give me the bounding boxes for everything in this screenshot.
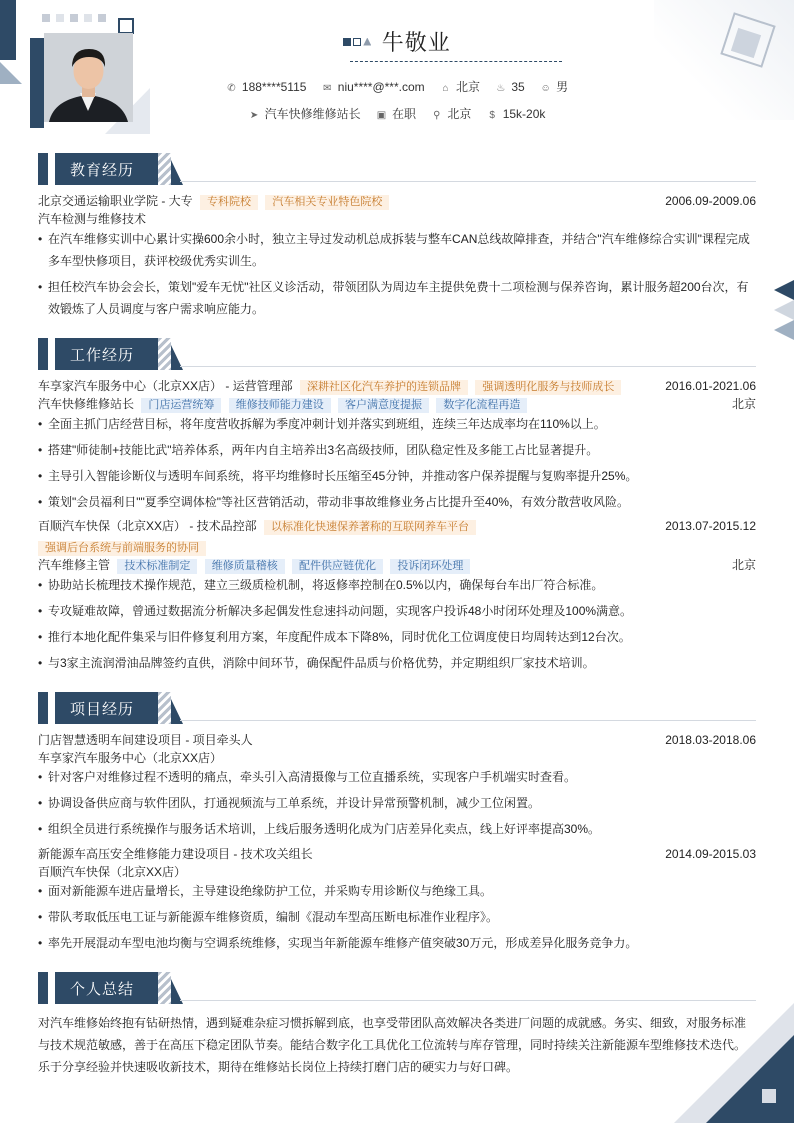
summary-text: 对汽车维修始终抱有钻研热情，遇到疑难杂症习惯拆解到底，也享受带团队高效解决各类进厂问题的成就感。务实、细致，对服务标准 与技术规范敏感，善于在高压下稳定团队节奏。能结合数字化工具优化工位流转与库存管理，同时持续关注新能源车型维修技术迭代。 乐于分享经验并快速吸收新技术，期待在维修站长岗位上持续打磨门店的硬实力与好口碑。 — [38, 1016, 747, 1074]
section-header-education — [38, 153, 756, 185]
work-location: 北京 — [731, 397, 756, 411]
work-company-tag-row — [38, 539, 756, 556]
skill-tag: 维修质量稽核 — [205, 559, 285, 574]
work-bullet: • 专攻疑难故障，曾通过数据流分析解决多起偶发性怠速抖动问题，实现客户投诉48小时闭环处理及100%满意。 — [38, 600, 756, 622]
city-info — [440, 78, 480, 95]
phone-info — [226, 80, 307, 94]
project-bullet: • 组织全员进行系统操作与服务话术培训，上线后服务透明化成为门店差异化卖点，线上好评率提高30%。 — [38, 818, 756, 840]
briefcase-icon: ▣ — [376, 110, 387, 121]
decor-square — [42, 14, 50, 22]
phone-text: 188****5115 — [241, 80, 307, 94]
project-date: 2018.03-2018.06 — [665, 733, 756, 747]
candidate-name: 牛敬业 — [381, 30, 451, 55]
company-tag: 强调后台系统与前端服务的协同 — [38, 541, 206, 556]
work-bullet: • 全面主抓门店经营目标，将年度营收拆解为季度冲刺计划并落实到班组，连续三年达成率均在110%以上。 — [38, 413, 756, 435]
name-decoration — [343, 33, 373, 51]
company-tag: 深耕社区化汽车养护的连锁品牌 — [300, 380, 468, 395]
skill-tag: 客户满意度提振 — [338, 398, 429, 413]
email-text: niu****@***.com — [337, 80, 425, 94]
work-location: 北京 — [731, 558, 756, 572]
skill-tag: 技术标准制定 — [117, 559, 197, 574]
project-bullet: • 协调设备供应商与软件团队，打通视频流与工单系统，并设计异常预警机制，减少工位闲置。 — [38, 792, 756, 814]
project-row — [38, 732, 756, 748]
school-tag: 专科院校 — [200, 195, 258, 210]
gender-info — [540, 78, 568, 95]
age-text: 35 — [511, 80, 525, 94]
section-header-summary — [38, 972, 756, 1004]
mail-icon: ✉ — [323, 83, 332, 94]
work-bullet: • 主导引入智能诊断仪与透明车间系统，将平均维修时长压缩至45分钟，并推动客户保养提醒与复购率提升25%。 — [38, 465, 756, 487]
side-triangle — [774, 320, 794, 340]
side-triangle — [774, 300, 794, 320]
money-icon: $ — [489, 110, 495, 121]
education-bullet: • 在汽车维修实训中心累计实操600余小时，独立主导过发动机总成拆装与整车CAN总线故障排查，并结合"汽车维修综合实训"课程完成 多车型快修项目，获评校级优秀实训生。 — [38, 228, 756, 272]
job-title: 汽车快修维修站长 — [38, 397, 135, 411]
project-name: 新能源车高压安全维修能力建设项目 - 技术攻关组长 — [38, 847, 313, 861]
skill-tag: 数字化流程再造 — [436, 398, 527, 413]
location-icon: ⚲ — [433, 110, 441, 121]
work-title-row — [38, 396, 756, 413]
school-tag: 汽车相关专业特色院校 — [265, 195, 389, 210]
decor-square — [56, 14, 64, 22]
name-row — [0, 26, 794, 57]
contact-row — [0, 78, 794, 95]
salary-info — [487, 107, 546, 121]
section-title: 项目经历 — [70, 701, 135, 718]
project-row — [38, 846, 756, 862]
job-info — [249, 105, 361, 122]
work-title-row — [38, 557, 756, 574]
send-icon: ➤ — [249, 110, 259, 121]
decor-square — [762, 1089, 776, 1103]
education-bullet: • 担任校汽车协会会长，策划"爱车无忧"社区义诊活动，带领团队为周边车主提供免费十二项检测与保养咨询，累计服务超200台次，有 效锻炼了人员调度与客户需求响应能力。 — [38, 276, 756, 320]
target-city-info — [431, 105, 471, 122]
job-intent-row — [0, 105, 794, 122]
status-info — [376, 105, 416, 122]
job-title: 汽车维修主管 — [38, 558, 111, 572]
decor-square — [98, 14, 106, 22]
skill-tag: 投诉闭环处理 — [390, 559, 470, 574]
project-org: 百顺汽车快保（北京XX店） — [38, 865, 187, 879]
skill-tag: 维修技师能力建设 — [229, 398, 331, 413]
salary-text: 15k-20k — [502, 107, 546, 121]
gender-text: 男 — [556, 80, 569, 94]
education-row — [38, 193, 756, 210]
project-org: 车享家汽车服务中心（北京XX店） — [38, 751, 223, 765]
project-bullet: • 带队考取低压电工证与新能源车维修资质，编制《混动车型高压断电标准作业程序》。 — [38, 906, 756, 928]
name-underline — [350, 61, 562, 62]
major-name: 汽车检测与维修技术 — [38, 212, 147, 226]
section-header-projects — [38, 692, 756, 724]
project-bullet: • 针对客户对维修过程不透明的痛点，牵头引入高清摄像与工位直播系统，实现客户手机端实时查看。 — [38, 766, 756, 788]
major-row — [38, 211, 756, 227]
skill-tag: 配件供应链优化 — [292, 559, 383, 574]
smile-icon: ☺ — [540, 83, 551, 94]
work-bullet: • 协助站长梳理技术操作规范，建立三级质检机制，将返修率控制在0.5%以内，确保每台车出厂符合标准。 — [38, 574, 756, 596]
company-tag: 强调透明化服务与技师成长 — [475, 380, 621, 395]
project-date: 2014.09-2015.03 — [665, 847, 756, 861]
school-name: 北京交通运输职业学院 - 大专 — [38, 194, 193, 208]
section-header-work — [38, 338, 756, 370]
work-date: 2016.01-2021.06 — [665, 379, 756, 393]
work-company-row — [38, 518, 756, 535]
phone-icon: ✆ — [227, 83, 236, 94]
skill-tag: 门店运营统筹 — [141, 398, 221, 413]
decor-square — [84, 14, 92, 22]
email-info — [322, 80, 425, 94]
project-name: 门店智慧透明车间建设项目 - 项目牵头人 — [38, 733, 253, 747]
education-date: 2006.09-2009.06 — [665, 194, 756, 208]
section-title: 个人总结 — [70, 981, 135, 998]
work-bullet: • 策划"会员福利日""夏季空调体检"等社区营销活动，带动非事故维修业务占比提升至40%，有效分散营收风险。 — [38, 491, 756, 513]
decor-square — [70, 14, 78, 22]
job-text: 汽车快修维修站长 — [264, 107, 361, 121]
company-name: 百顺汽车快保（北京XX店） - 技术品控部 — [38, 519, 257, 533]
project-bullet: • 率先开展混动车型电池均衡与空调系统维修，实现当年新能源车维修产值突破30万元，形成差异化服务竞争力。 — [38, 932, 756, 954]
company-name: 车享家汽车服务中心（北京XX店） - 运营管理部 — [38, 379, 293, 393]
work-date: 2013.07-2015.12 — [665, 519, 756, 533]
project-org-row — [38, 864, 756, 880]
work-company-row — [38, 378, 756, 395]
project-org-row — [38, 750, 756, 766]
project-bullet: • 面对新能源车进店量增长，主导建设绝缘防护工位，并采购专用诊断仪与绝缘工具。 — [38, 880, 756, 902]
status-text: 在职 — [391, 107, 416, 121]
section-title: 工作经历 — [70, 347, 135, 364]
section-title: 教育经历 — [70, 162, 135, 179]
company-tag: 以标准化快速保养著称的互联网养车平台 — [264, 520, 476, 535]
cake-icon: ♨ — [496, 83, 506, 94]
work-bullet: • 搭建"师徒制+技能比武"培养体系，两年内自主培养出3名高级技师，团队稳定性及多能工占比显著提升。 — [38, 439, 756, 461]
work-bullet: • 推行本地化配件集采与旧件修复利用方案，年度配件成本下降8%，同时优化工位调度使日均周转达到12台次。 — [38, 626, 756, 648]
corner-decoration — [654, 0, 794, 120]
side-triangle — [774, 280, 794, 300]
age-info — [495, 80, 524, 94]
target-city-text: 北京 — [447, 107, 472, 121]
work-bullet: • 与3家主流润滑油品牌签约直供，消除中间环节，确保配件品质与价格优势，并定期组织厂家技术培训。 — [38, 652, 756, 674]
city-text: 北京 — [456, 80, 481, 94]
home-icon: ⌂ — [442, 83, 449, 94]
